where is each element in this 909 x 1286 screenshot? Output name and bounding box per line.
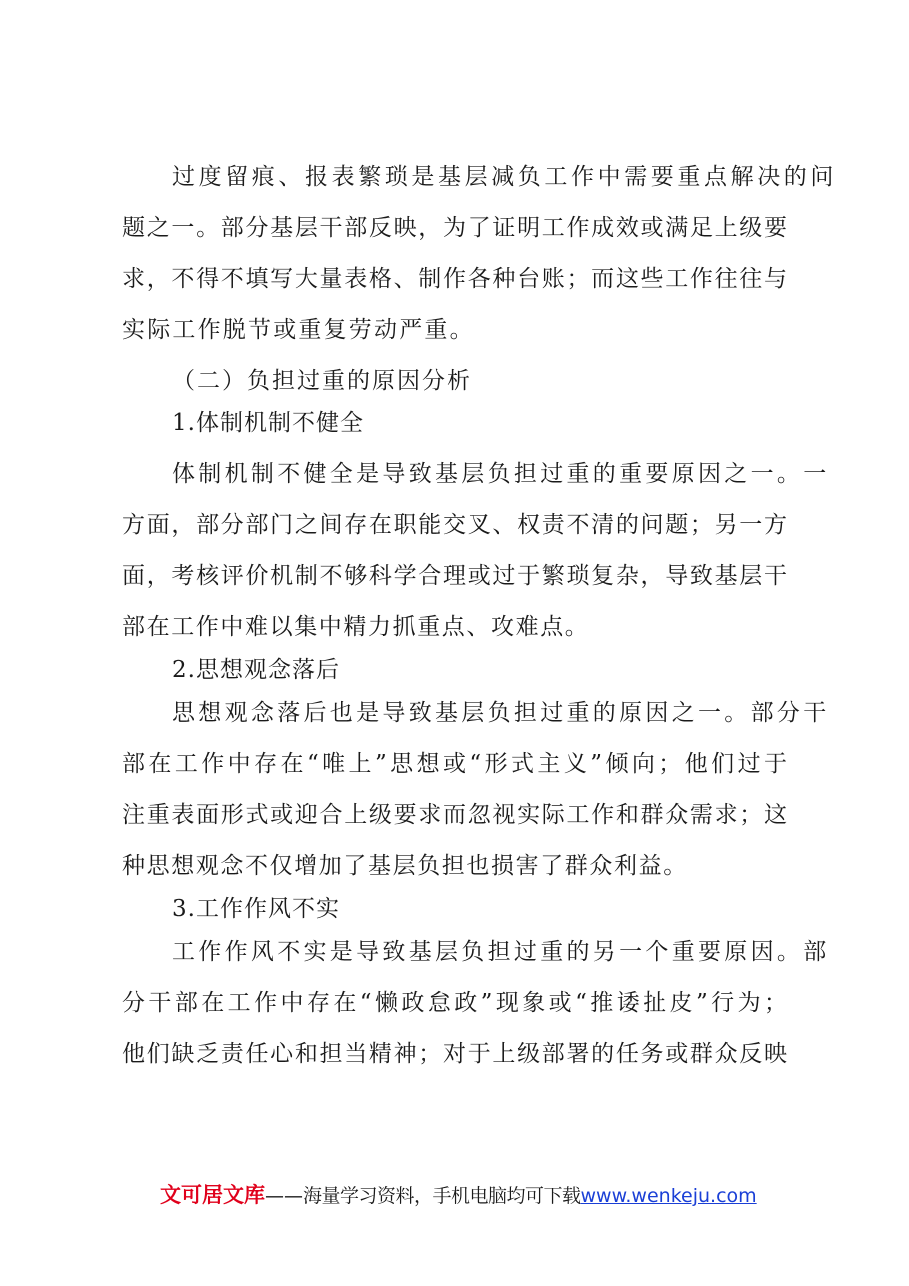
- paragraph-line: 体制机制不健全是导致基层负担过重的重要原因之一。一: [172, 461, 830, 487]
- paragraph-line: 题之一。部分基层干部反映，为了证明工作成效或满足上级要: [122, 215, 787, 241]
- subheading-1: 1.体制机制不健全: [172, 410, 364, 436]
- paragraph-line: 过度留痕、报表繁琐是基层减负工作中需要重点解决的问: [172, 164, 837, 190]
- paragraph-line: 部在工作中存在“唯上”思想或“形式主义”倾向；他们过于: [122, 751, 787, 777]
- paragraph-line: 实际工作脱节或重复劳动严重。: [122, 317, 475, 343]
- footer-slogan: 海量学习资料，手机电脑均可下载: [303, 1185, 581, 1207]
- subheading-2: 2.思想观念落后: [172, 657, 340, 683]
- brand-name: 文可居文库: [160, 1183, 265, 1207]
- subheading-3: 3.工作作风不实: [172, 896, 340, 922]
- paragraph-line: 思想观念落后也是导致基层负担过重的原因之一。部分干: [172, 700, 830, 726]
- footer-banner: [160, 1181, 757, 1210]
- paragraph-line: 方面，部分部门之间存在职能交叉、权责不清的问题；另一方: [122, 512, 787, 538]
- paragraph-line: 他们缺乏责任心和担当精神；对于上级部署的任务或群众反映: [122, 1041, 787, 1067]
- paragraph-line: 求，不得不填写大量表格、制作各种台账；而这些工作往往与: [122, 266, 787, 292]
- section-heading: （二）负担过重的原因分析: [172, 368, 472, 394]
- footer-dash: ——: [265, 1185, 303, 1207]
- paragraph-line: 注重表面形式或迎合上级要求而忽视实际工作和群众需求；这: [122, 802, 787, 828]
- website-link[interactable]: www.wenkeju.com: [580, 1185, 757, 1207]
- paragraph-line: 分干部在工作中存在“懒政怠政”现象或“推诿扯皮”行为；: [122, 990, 787, 1016]
- paragraph-line: 工作作风不实是导致基层负担过重的另一个重要原因。部: [172, 939, 830, 965]
- paragraph-line: 部在工作中难以集中精力抓重点、攻难点。: [122, 614, 590, 640]
- paragraph-line: 种思想观念不仅增加了基层负担也损害了群众利益。: [122, 853, 688, 879]
- paragraph-line: 面，考核评价机制不够科学合理或过于繁琐复杂，导致基层干: [122, 563, 787, 589]
